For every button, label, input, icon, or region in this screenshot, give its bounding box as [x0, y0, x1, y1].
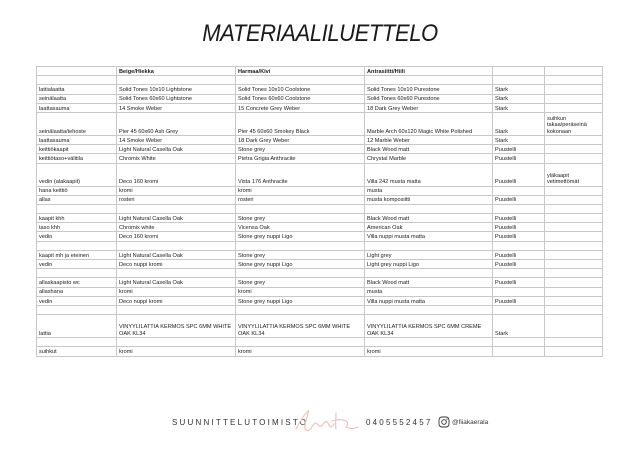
table-cell	[236, 269, 365, 278]
table-row	[37, 269, 603, 278]
table-cell: Deco nuppi kromi	[117, 260, 236, 269]
table-row	[37, 112, 603, 135]
table-cell: Stark	[493, 94, 545, 103]
table-cell: Light Natural Casella Oak	[117, 214, 236, 223]
table-cell: Pietra Grigia Anthracite	[236, 154, 365, 163]
table-cell: Solid Tones 10x10 Coolstone	[236, 85, 365, 94]
table-row	[37, 85, 603, 94]
table-cell	[545, 85, 603, 94]
table-cell	[37, 204, 117, 213]
table-cell	[365, 269, 493, 278]
table-cell	[545, 223, 603, 232]
table-cell: kaapit mh ja eteinen	[37, 250, 117, 259]
table-cell: Puustelli	[493, 296, 545, 305]
table-row	[37, 305, 603, 314]
table-cell: Stone grey	[236, 214, 365, 223]
table-header-cell: Antrasiitti/Hiili	[365, 67, 493, 76]
table-cell: Pier 45 60x60 Smokey Black	[236, 112, 365, 135]
table-cell	[236, 204, 365, 213]
table-row	[37, 154, 603, 163]
table-cell: lattia	[37, 315, 117, 338]
table-cell	[545, 135, 603, 144]
table-cell: Villa 242 musta matta	[365, 163, 493, 186]
table-cell: vedin	[37, 296, 117, 305]
table-cell	[545, 260, 603, 269]
table-cell	[236, 338, 365, 347]
table-cell	[545, 250, 603, 259]
table-cell: Solid Tones 60x60 Lightstone	[117, 94, 236, 103]
table-cell: Puustelli	[493, 145, 545, 154]
table-cell	[493, 186, 545, 195]
table-cell	[545, 232, 603, 241]
table-cell	[117, 241, 236, 250]
table-cell	[37, 338, 117, 347]
table-cell: Puustelli	[493, 232, 545, 241]
table-cell	[493, 347, 545, 356]
table-cell: Black Wood matt	[365, 278, 493, 287]
table-cell: allashana	[37, 287, 117, 296]
table-row	[37, 250, 603, 259]
table-cell: kromi	[117, 347, 236, 356]
table-cell: VINYYLILATTIA KERMOS SPC 6MM CREME OAK KL34	[365, 315, 493, 338]
table-cell: Stone grey	[236, 145, 365, 154]
table-cell	[545, 287, 603, 296]
table-cell: Puustelli	[493, 260, 545, 269]
table-cell: 15 Concrete Grey Weber	[236, 103, 365, 112]
table-cell	[493, 204, 545, 213]
table-row	[37, 145, 603, 154]
table-cell: Chrystal Marble	[365, 154, 493, 163]
table-cell	[545, 296, 603, 305]
table-cell: Stark	[493, 315, 545, 338]
table-cell: kromi	[236, 347, 365, 356]
table-cell	[117, 338, 236, 347]
table-cell: Light grey	[365, 250, 493, 259]
table-cell: VINYYLILATTIA KERMOS SPC 6MM WHITE OAK KL34	[117, 315, 236, 338]
table-cell	[117, 204, 236, 213]
table-cell: rosteri	[236, 195, 365, 204]
table-cell: Stark	[493, 112, 545, 135]
material-table	[36, 66, 603, 357]
table-row	[37, 186, 603, 195]
table-cell: 14 Smoke Weber	[117, 103, 236, 112]
table-header-row	[37, 67, 603, 76]
table-cell: kromi	[117, 186, 236, 195]
instagram-icon	[438, 416, 450, 428]
footer-phone: 0405552457	[366, 418, 433, 427]
table-cell: seinälaatta/tehoste	[37, 112, 117, 135]
table-cell	[545, 186, 603, 195]
table-row	[37, 338, 603, 347]
table-row	[37, 232, 603, 241]
table-cell: 14 Smoke Weber	[117, 135, 236, 144]
table-cell: Solid Tones 10x10 Purestone	[365, 85, 493, 94]
table-header-cell: Harmaa/Kivi	[236, 67, 365, 76]
table-cell: vedin	[37, 260, 117, 269]
footer	[0, 413, 640, 433]
table-cell: Vicensa Oak	[236, 223, 365, 232]
table-row	[37, 76, 603, 85]
table-cell	[365, 241, 493, 250]
table-cell: Puustelli	[493, 214, 545, 223]
table-cell	[117, 269, 236, 278]
table-cell: Stone grey nuppi Ligo	[236, 260, 365, 269]
table-cell: Stark	[493, 103, 545, 112]
table-cell	[236, 241, 365, 250]
table-cell	[545, 94, 603, 103]
table-cell: Villa nuppi musta matta	[365, 232, 493, 241]
table-row	[37, 315, 603, 338]
table-cell	[545, 241, 603, 250]
table-cell: kromi	[365, 347, 493, 356]
table-cell	[545, 76, 603, 85]
table-row	[37, 204, 603, 213]
table-cell	[545, 195, 603, 204]
table-cell	[493, 287, 545, 296]
table-cell: laattasauma	[37, 135, 117, 144]
table-cell: Stone grey	[236, 250, 365, 259]
table-cell	[365, 76, 493, 85]
table-cell: Chromix white	[117, 223, 236, 232]
table-cell: Solid Tones 60x60 Coolstone	[236, 94, 365, 103]
table-cell	[365, 305, 493, 314]
table-cell	[493, 76, 545, 85]
table-cell: taso khh	[37, 223, 117, 232]
table-cell	[37, 269, 117, 278]
table-cell: allaskaapisto wc	[37, 278, 117, 287]
table-header-cell	[37, 67, 117, 76]
table-header-cell	[493, 67, 545, 76]
table-cell: Solid Tones 10x10 Lightstone	[117, 85, 236, 94]
table-cell	[236, 305, 365, 314]
table-cell: yläkaapit vetimettömät	[545, 163, 603, 186]
table-cell: vedin (alakaapit)	[37, 163, 117, 186]
table-cell: musta	[365, 287, 493, 296]
table-cell	[117, 305, 236, 314]
table-row	[37, 195, 603, 204]
table-cell: keittiötaso+välitila	[37, 154, 117, 163]
table-cell: 12 Marble Weber	[365, 135, 493, 144]
table-cell	[545, 269, 603, 278]
table-row	[37, 94, 603, 103]
table-cell: Puustelli	[493, 195, 545, 204]
signature-logo	[292, 407, 362, 437]
table-cell: Puustelli	[493, 223, 545, 232]
table-cell: rosteri	[117, 195, 236, 204]
table-cell: 18 Dark Grey Weber	[236, 135, 365, 144]
table-cell: Puustelli	[493, 163, 545, 186]
table-row	[37, 214, 603, 223]
table-cell: allas	[37, 195, 117, 204]
table-header-cell	[545, 67, 603, 76]
table-cell: kaapit khh	[37, 214, 117, 223]
table-cell: Stone grey	[236, 278, 365, 287]
table-cell: kromi	[236, 186, 365, 195]
table-row	[37, 278, 603, 287]
table-cell: Villa nuppi musta matta	[365, 296, 493, 305]
table-row	[37, 287, 603, 296]
table-cell	[545, 315, 603, 338]
table-cell	[545, 338, 603, 347]
table-row	[37, 223, 603, 232]
table-cell	[37, 241, 117, 250]
table-cell: Light Natural Casella Oak	[117, 278, 236, 287]
table-cell	[545, 347, 603, 356]
table-cell	[545, 204, 603, 213]
table-cell: Stark	[493, 135, 545, 144]
table-cell: Vista 176 Anthracite	[236, 163, 365, 186]
table-cell: suihkut	[37, 347, 117, 356]
table-cell: Deco 160 kromi	[117, 163, 236, 186]
table-cell: Light grey nuppi Ligo	[365, 260, 493, 269]
table-cell: Puustelli	[493, 154, 545, 163]
table-cell	[545, 305, 603, 314]
table-cell: suihkun takaa/peräseinä kokonaan	[545, 112, 603, 135]
table-cell	[117, 76, 236, 85]
footer-studio-name: SUUNNITTELUTOIMISTO	[172, 418, 309, 427]
table-row	[37, 260, 603, 269]
table-cell	[236, 76, 365, 85]
table-cell: VINYYLILATTIA KERMOS SPC 6MM WHITE OAK KL34	[236, 315, 365, 338]
table-cell: Black Wood matt	[365, 145, 493, 154]
table-cell: Pier 45 60x60 Ash Grey	[117, 112, 236, 135]
table-cell	[545, 278, 603, 287]
table-cell: American Oak	[365, 223, 493, 232]
table-cell: Puustelli	[493, 250, 545, 259]
table-cell	[365, 338, 493, 347]
table-cell: Light Natural Casella Oak	[117, 250, 236, 259]
table-cell: kromi	[236, 287, 365, 296]
table-cell	[493, 338, 545, 347]
table-cell: Black Wood matt	[365, 214, 493, 223]
table-cell: Light Natural Casella Oak	[117, 145, 236, 154]
table-cell: Stone grey nuppi Ligo	[236, 232, 365, 241]
table-cell: kromi	[117, 287, 236, 296]
table-cell	[365, 204, 493, 213]
table-cell	[545, 103, 603, 112]
footer-instagram-handle: @fiiakaerala	[452, 419, 489, 426]
table-cell: Puustelli	[493, 278, 545, 287]
table-row	[37, 103, 603, 112]
table-cell	[37, 305, 117, 314]
table-cell: Marble Arch 60x120 Magic White Polished	[365, 112, 493, 135]
table-cell: keittiökaapit	[37, 145, 117, 154]
table-cell: musta	[365, 186, 493, 195]
table-row	[37, 135, 603, 144]
table-cell	[545, 145, 603, 154]
table-cell	[493, 305, 545, 314]
table-cell: seinälaatta	[37, 94, 117, 103]
table-cell	[545, 154, 603, 163]
table-row	[37, 163, 603, 186]
table-row	[37, 347, 603, 356]
table-cell: laattasauma	[37, 103, 117, 112]
table-cell: vedin	[37, 232, 117, 241]
page-title: MATERIAALILUETTELO	[202, 20, 438, 47]
table-cell: hana keittiö	[37, 186, 117, 195]
table-cell: lattialaatta	[37, 85, 117, 94]
table-cell: Stone grey nuppi Ligo	[236, 296, 365, 305]
table-cell	[545, 214, 603, 223]
table-cell: Deco nuppi kromi	[117, 296, 236, 305]
table-cell: Stark	[493, 85, 545, 94]
table-cell	[493, 269, 545, 278]
table-cell: Solid Tones 60x60 Purestone	[365, 94, 493, 103]
table-header-cell: Beige/Hiekka	[117, 67, 236, 76]
table-cell: musta komposiitti	[365, 195, 493, 204]
table-cell: Deco 160 kromi	[117, 232, 236, 241]
table-cell: 18 Dark Grey Weber	[365, 103, 493, 112]
table-row	[37, 296, 603, 305]
table-row	[37, 241, 603, 250]
table-cell	[493, 241, 545, 250]
table-cell	[37, 76, 117, 85]
table-cell: Chromix White	[117, 154, 236, 163]
